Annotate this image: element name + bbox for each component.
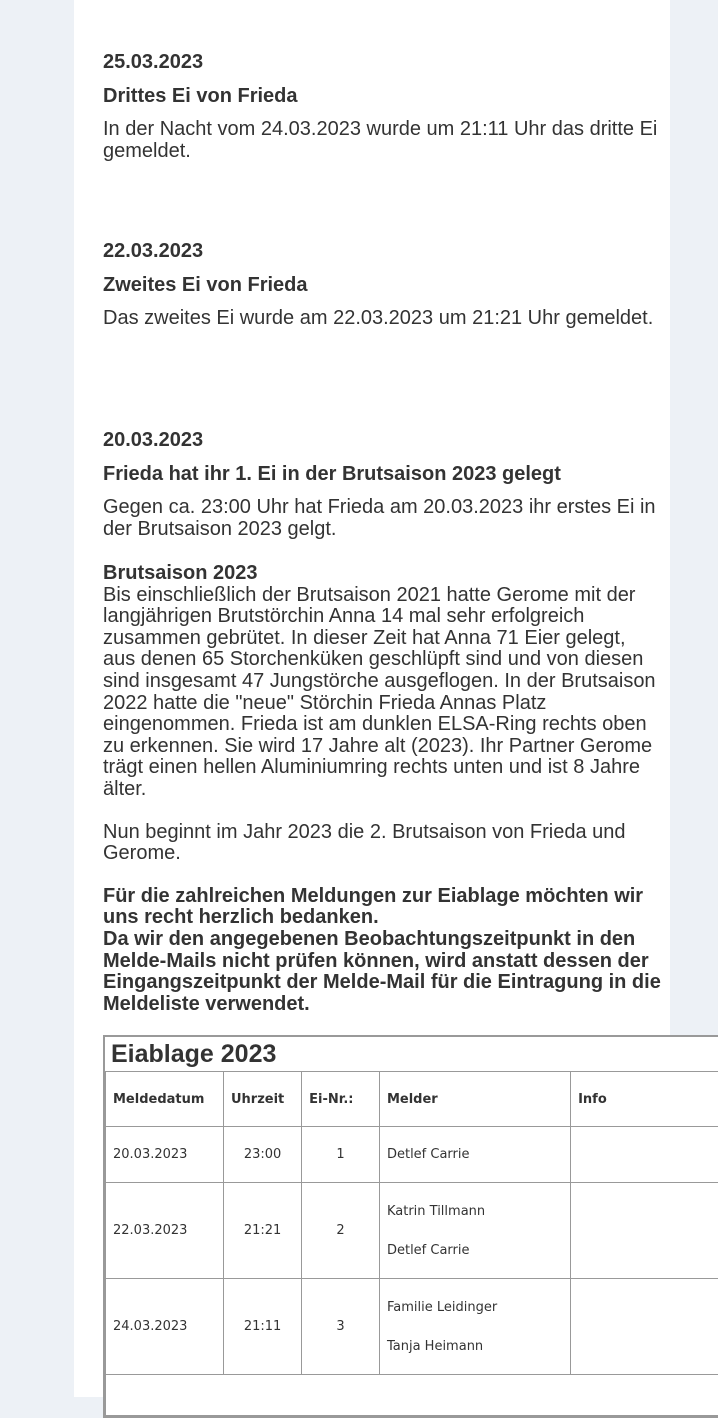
column-header: Info: [571, 1072, 718, 1127]
cell-melder: [379, 1279, 570, 1375]
column-header: Meldedatum: [106, 1072, 224, 1127]
melder-name: Tanja Heimann: [387, 1327, 563, 1366]
post-date: 22.03.2023: [103, 239, 663, 263]
cell-melder: [379, 1127, 570, 1183]
news-post: [103, 239, 663, 329]
eiablage-table: [103, 1035, 718, 1418]
empty-cell: [106, 1375, 718, 1416]
section-text-second: Nun beginnt im Jahr 2023 die 2. Brutsaison von Frieda und Gerome.: [103, 822, 663, 865]
melder-name: Katrin Tillmann: [387, 1192, 563, 1231]
news-post: [103, 428, 663, 540]
post-date: 25.03.2023: [103, 50, 663, 74]
cell-date: 20.03.2023: [106, 1127, 224, 1183]
cell-egg: 1: [302, 1127, 380, 1183]
cell-info: [571, 1127, 718, 1183]
cell-time: 23:00: [224, 1127, 302, 1183]
cell-time: 21:21: [224, 1183, 302, 1279]
eiablage-grid: [105, 1071, 718, 1416]
post-title: Drittes Ei von Frieda: [103, 84, 663, 108]
column-header: Melder: [379, 1072, 570, 1127]
table-caption: Eiablage 2023: [105, 1037, 718, 1071]
cell-egg: 2: [302, 1183, 380, 1279]
column-header: Ei-Nr.:: [302, 1072, 380, 1127]
table-row: [106, 1127, 718, 1183]
section-heading: Brutsaison 2023: [103, 563, 663, 585]
post-date: 20.03.2023: [103, 428, 663, 452]
post-text: Gegen ca. 23:00 Uhr hat Frieda am 20.03.2023 ihr erstes Ei in der Brutsaison 2023 gelgt.: [103, 496, 663, 540]
melder-name: Detlef Carrie: [387, 1135, 563, 1174]
cell-melder: [379, 1183, 570, 1279]
post-title: Zweites Ei von Frieda: [103, 273, 663, 297]
note-text: Da wir den angegebenen Beobachtungszeitpunkt in den Melde-Mails nicht prüfen können, wird anstatt dessen der Eingangszeitpunkt der Melde-Mail für die Eintragung in die Meldeliste verwendet.: [103, 929, 663, 1015]
cell-date: 22.03.2023: [106, 1183, 224, 1279]
cell-date: 24.03.2023: [106, 1279, 224, 1375]
table-row: [106, 1279, 718, 1375]
melder-name: Detlef Carrie: [387, 1231, 563, 1270]
post-text: In der Nacht vom 24.03.2023 wurde um 21:11 Uhr das dritte Ei gemeldet.: [103, 118, 663, 162]
brutsaison-section: [103, 563, 663, 1015]
section-text: Bis einschließlich der Brutsaison 2021 hatte Gerome mit der langjährigen Brutstörchin Anna 14 mal sehr erfolgreich zusammen gebrütet. In dieser Zeit hat Anna 71 Eier gelegt, aus denen 65 Storchenküken geschlüpft sind und von diesen sind insgesamt 47 Jungstörche ausgeflogen. In der Brutsaison 2022 hatte die "neue" Störchin Frieda Annas Platz eingenommen. Frieda ist am dunklen ELSA-Ring rechts oben zu erkennen. Sie wird 17 Jahre alt (2023). Ihr Partner Gerome trägt einen hellen Aluminiumring rechts unten und ist 8 Jahre älter.: [103, 585, 663, 801]
cell-info: [571, 1279, 718, 1375]
melder-name: Familie Leidinger: [387, 1288, 563, 1327]
cell-time: 21:11: [224, 1279, 302, 1375]
table-header-row: [106, 1072, 718, 1127]
table-row: [106, 1183, 718, 1279]
cell-egg: 3: [302, 1279, 380, 1375]
thanks-text: Für die zahlreichen Meldungen zur Eiablage möchten wir uns recht herzlich bedanken.: [103, 886, 663, 929]
cell-info: [571, 1183, 718, 1279]
post-text: Das zweites Ei wurde am 22.03.2023 um 21:21 Uhr gemeldet.: [103, 307, 663, 329]
post-title: Frieda hat ihr 1. Ei in der Brutsaison 2023 gelegt: [103, 462, 663, 486]
column-header: Uhrzeit: [224, 1072, 302, 1127]
table-row-empty: [106, 1375, 718, 1416]
news-post: [103, 50, 663, 162]
